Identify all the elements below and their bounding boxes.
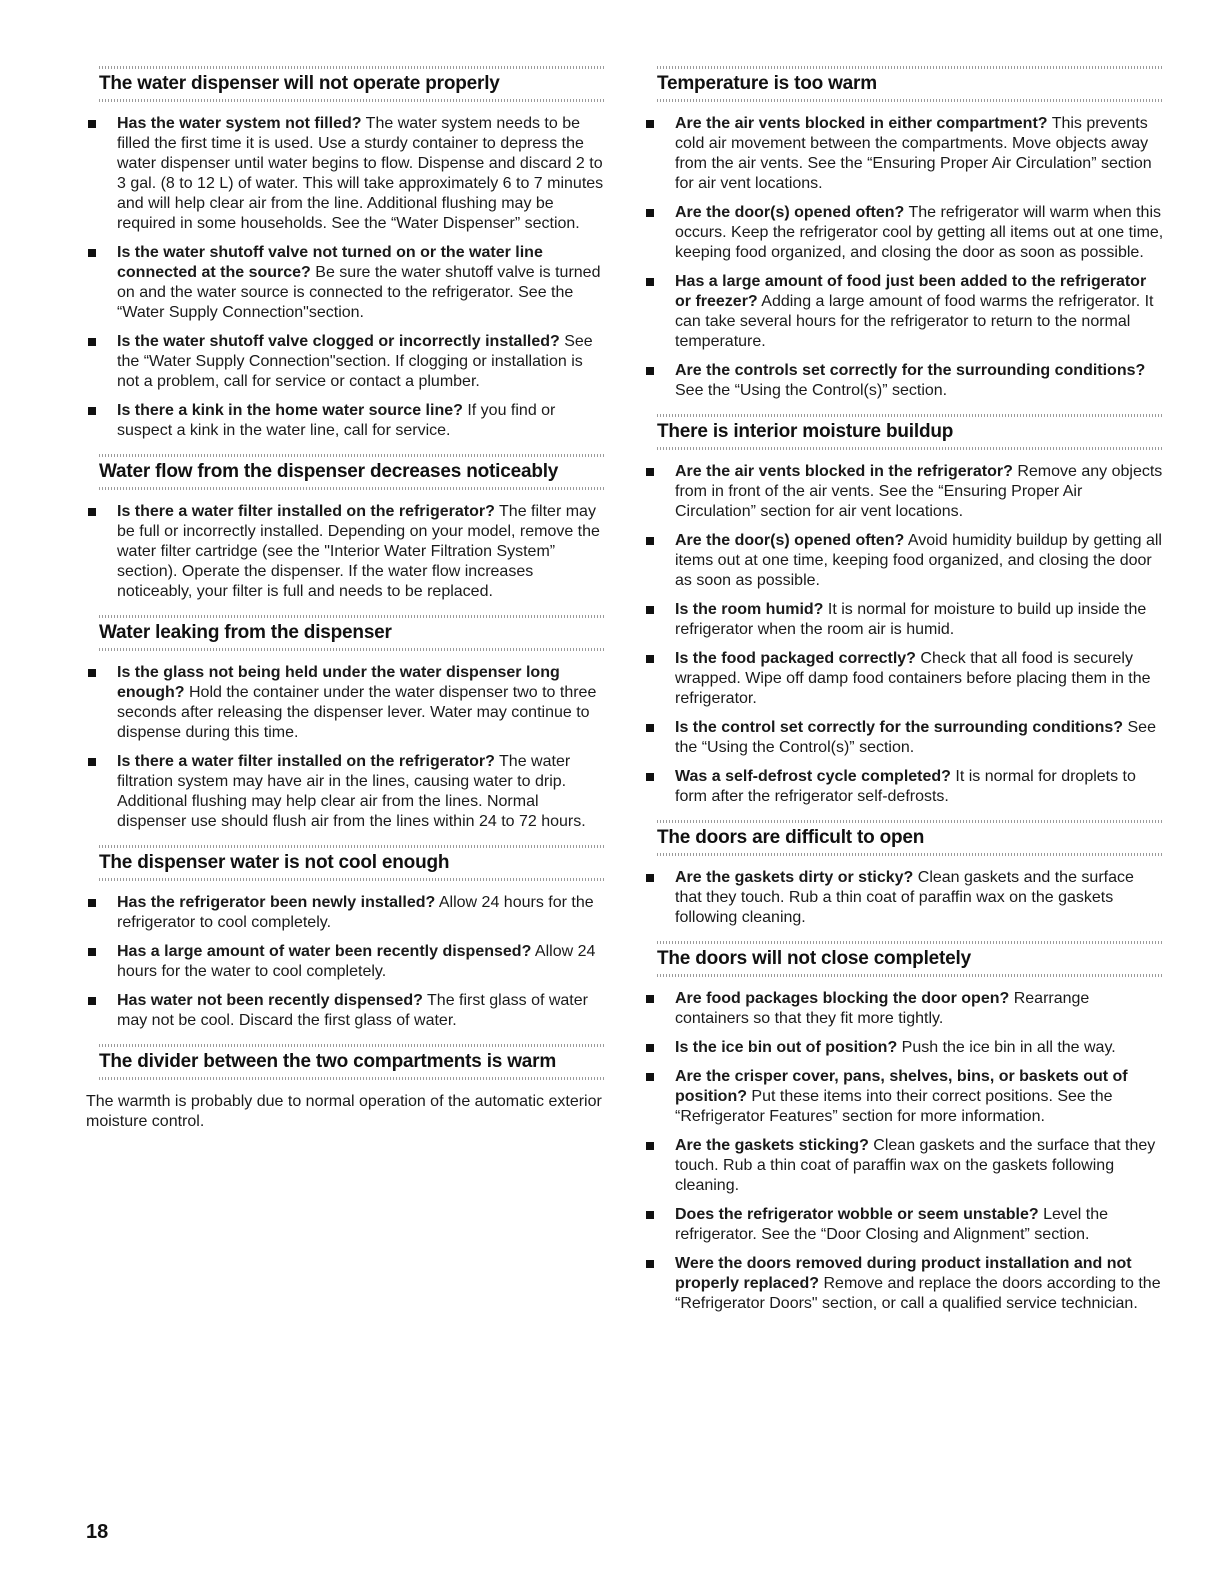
bullet-square-icon xyxy=(646,995,654,1003)
question-list xyxy=(86,663,606,832)
question-text: Is there a water filter installed on the refrigerator? xyxy=(117,753,495,770)
bullet-square-icon xyxy=(646,874,654,882)
section-header xyxy=(644,820,1164,856)
bullet-square-icon xyxy=(646,278,654,286)
answer-text: Hold the container under the water dispenser two to three seconds after releasing the dispenser lever. Water may continue to dispense during this time. xyxy=(117,684,597,741)
question-item xyxy=(644,649,1164,709)
question-list xyxy=(644,114,1164,401)
answer-text: The water filtration system may have air in the lines, causing water to drip. Additional flushing may help clear air from the lines. Normal dispenser use should flush air from the lines within 24 to 72 hours. xyxy=(117,753,586,830)
section-rule xyxy=(657,941,1164,944)
answer-text: This prevents cold air movement between the compartments. Move objects away from the air vents. See the “Ensuring Proper Air Circulation” section for air vent locations. xyxy=(675,115,1152,192)
page-number: 18 xyxy=(86,1521,109,1543)
bullet-square-icon xyxy=(646,367,654,375)
section-title: The water dispenser will not operate properly xyxy=(99,73,500,94)
bullet-square-icon xyxy=(88,758,96,766)
question-list xyxy=(644,462,1164,807)
section-rule xyxy=(657,66,1164,69)
bullet-square-icon xyxy=(646,1044,654,1052)
answer-text: The first glass of water may not be cool. Discard the first glass of water. xyxy=(117,992,588,1029)
question-item xyxy=(86,401,606,441)
answer-text: Avoid humidity buildup by getting all items out at one time, keeping food organized, and closing the door as soon as possible. xyxy=(675,532,1162,589)
question-text: Has a large amount of food just been added to the refrigerator or freezer? xyxy=(675,273,1147,310)
answer-text: Clean gaskets and the surface that they touch. Rub a thin coat of paraffin wax on the gaskets following cleaning. xyxy=(675,1137,1156,1194)
question-item xyxy=(644,272,1164,352)
section-header xyxy=(86,1044,606,1080)
section-title: The dispenser water is not cool enough xyxy=(99,852,450,873)
troubleshooting-section xyxy=(86,615,606,832)
section-rule xyxy=(99,878,606,881)
bullet-square-icon xyxy=(646,1142,654,1150)
section-rule xyxy=(657,853,1164,856)
answer-text: Push the ice bin in all the way. xyxy=(897,1039,1116,1056)
bullet-square-icon xyxy=(646,1211,654,1219)
answer-text: Be sure the water shutoff valve is turned on and the water source is connected to the refrigerator. See the “Water Supply Connection"section. xyxy=(117,264,601,321)
right-column xyxy=(644,66,1164,1327)
divider-warm-section xyxy=(86,1044,606,1132)
bullet-square-icon xyxy=(88,997,96,1005)
bullet-square-icon xyxy=(646,773,654,781)
question-item xyxy=(644,868,1164,928)
question-text: Are the gaskets dirty or sticky? xyxy=(675,869,914,886)
question-text: Was a self-defrost cycle completed? xyxy=(675,768,951,785)
question-text: Are food packages blocking the door open? xyxy=(675,990,1010,1007)
question-text: Are the air vents blocked in either compartment? xyxy=(675,115,1048,132)
question-item xyxy=(86,991,606,1031)
question-item xyxy=(644,361,1164,401)
section-rule xyxy=(657,99,1164,102)
question-item xyxy=(86,893,606,933)
section-header xyxy=(644,941,1164,977)
question-text: Has the water system not filled? xyxy=(117,115,362,132)
question-text: Is the glass not being held under the water dispenser long enough? xyxy=(117,664,560,701)
answer-text: Put these items into their correct positions. See the “Refrigerator Features” section for more information. xyxy=(675,1088,1113,1125)
question-text: Has a large amount of water been recently dispensed? xyxy=(117,943,532,960)
answer-text: If you find or suspect a kink in the water line, call for service. xyxy=(117,402,556,439)
answer-text: The filter may be full or incorrectly installed. Depending on your model, remove the water filter cartridge (see the "Interior Water Filtration System” section). Operate the dispenser. If the water flow increases noticeably, your filter is full and needs to be replaced. xyxy=(117,503,600,600)
troubleshooting-section xyxy=(644,66,1164,401)
section-title: The doors are difficult to open xyxy=(657,827,925,848)
question-item xyxy=(86,332,606,392)
troubleshooting-section xyxy=(86,454,606,602)
troubleshooting-section xyxy=(86,66,606,441)
question-text: Are the door(s) opened often? xyxy=(675,532,905,549)
section-rule xyxy=(99,1044,606,1047)
question-list xyxy=(644,868,1164,928)
section-title: Water flow from the dispenser decreases noticeably xyxy=(99,461,559,482)
bullet-square-icon xyxy=(646,537,654,545)
question-text: Is the food packaged correctly? xyxy=(675,650,916,667)
answer-text: Rearrange containers so that they fit more tightly. xyxy=(675,990,1090,1027)
question-list xyxy=(644,989,1164,1314)
question-item xyxy=(86,243,606,323)
answer-text: The refrigerator will warm when this occurs. Keep the refrigerator cool by getting all items out at one time, keeping food organized, and closing the door as soon as possible. xyxy=(675,204,1164,261)
question-item xyxy=(644,600,1164,640)
question-text: Is there a water filter installed on the refrigerator? xyxy=(117,503,495,520)
question-item xyxy=(644,1067,1164,1127)
question-text: Has water not been recently dispensed? xyxy=(117,992,423,1009)
question-text: Are the gaskets sticking? xyxy=(675,1137,869,1154)
question-item xyxy=(644,989,1164,1029)
left-column xyxy=(86,66,606,1145)
question-text: Is the room humid? xyxy=(675,601,824,618)
question-item xyxy=(644,203,1164,263)
bullet-square-icon xyxy=(646,606,654,614)
answer-text: Level the refrigerator. See the “Door Closing and Alignment” section. xyxy=(675,1206,1109,1243)
troubleshooting-section xyxy=(86,845,606,1031)
question-list xyxy=(86,502,606,602)
question-text: Are the controls set correctly for the surrounding conditions? xyxy=(675,362,1146,379)
question-text: Is the ice bin out of position? xyxy=(675,1039,898,1056)
question-item xyxy=(644,718,1164,758)
section-rule xyxy=(99,66,606,69)
question-item xyxy=(86,942,606,982)
answer-text: Remove any objects from in front of the air vents. See the “Ensuring Proper Air Circulation” section for air vent locations. xyxy=(675,463,1163,520)
question-text: Is the control set correctly for the surrounding conditions? xyxy=(675,719,1124,736)
section-rule xyxy=(657,820,1164,823)
question-item xyxy=(644,767,1164,807)
bullet-square-icon xyxy=(646,724,654,732)
answer-text: Allow 24 hours for the refrigerator to cool completely. xyxy=(117,894,594,931)
section-rule xyxy=(99,487,606,490)
troubleshooting-section xyxy=(644,820,1164,928)
bullet-square-icon xyxy=(88,508,96,516)
section-title: The divider between the two compartments is warm xyxy=(99,1051,557,1072)
section-header xyxy=(86,454,606,490)
bullet-square-icon xyxy=(646,120,654,128)
bullet-square-icon xyxy=(646,1260,654,1268)
answer-text: It is normal for moisture to build up inside the refrigerator when the room air is humid. xyxy=(675,601,1147,638)
bullet-square-icon xyxy=(88,669,96,677)
answer-text: Check that all food is securely wrapped. Wipe off damp food containers before placing them in the refrigerator. xyxy=(675,650,1151,707)
question-item xyxy=(644,1254,1164,1314)
bullet-square-icon xyxy=(88,120,96,128)
bullet-square-icon xyxy=(88,338,96,346)
bullet-square-icon xyxy=(646,1073,654,1081)
question-text: Are the crisper cover, pans, shelves, bins, or baskets out of position? xyxy=(675,1068,1128,1105)
question-text: Is the water shutoff valve clogged or incorrectly installed? xyxy=(117,333,560,350)
question-text: Is there a kink in the home water source line? xyxy=(117,402,463,419)
question-list xyxy=(86,114,606,441)
answer-text: The water system needs to be filled the first time it is used. Use a sturdy container to depress the water dispenser until water begins to flow. Dispense and discard 2 to 3 gal. (8 to 12 L) of water. This will take approximately 6 to 7 minutes and will help clear air from the line. Additional flushing may be required in some households. See the “Water Dispenser” section. xyxy=(117,115,604,232)
question-item xyxy=(644,1205,1164,1245)
section-rule xyxy=(99,99,606,102)
section-title: There is interior moisture buildup xyxy=(657,421,954,442)
section-rule xyxy=(99,845,606,848)
question-item xyxy=(86,663,606,743)
section-rule xyxy=(99,454,606,457)
section-title: Water leaking from the dispenser xyxy=(99,622,392,643)
bullet-square-icon xyxy=(88,899,96,907)
answer-text: It is normal for droplets to form after the refrigerator self-defrosts. xyxy=(675,768,1136,805)
question-text: Has the refrigerator been newly installed? xyxy=(117,894,436,911)
section-header xyxy=(86,615,606,651)
section-header xyxy=(644,66,1164,102)
bullet-square-icon xyxy=(646,209,654,217)
bullet-square-icon xyxy=(646,468,654,476)
divider-warm-text: The warmth is probably due to normal operation of the automatic exterior moisture control. xyxy=(86,1093,602,1130)
question-item xyxy=(644,462,1164,522)
section-rule xyxy=(657,974,1164,977)
answer-text: See the “Water Supply Connection"section. If clogging or installation is not a problem, call for service or contact a plumber. xyxy=(117,333,593,390)
question-item xyxy=(86,752,606,832)
question-text: Does the refrigerator wobble or seem unstable? xyxy=(675,1206,1039,1223)
answer-text: Clean gaskets and the surface that they touch. Rub a thin coat of paraffin wax on the gaskets following cleaning. xyxy=(675,869,1134,926)
section-rule xyxy=(657,447,1164,450)
question-text: Are the air vents blocked in the refrigerator? xyxy=(675,463,1013,480)
question-item xyxy=(644,114,1164,194)
question-item xyxy=(644,531,1164,591)
section-header xyxy=(644,414,1164,450)
question-item xyxy=(644,1136,1164,1196)
question-item xyxy=(86,502,606,602)
question-item xyxy=(644,1038,1164,1058)
answer-text: Adding a large amount of food warms the refrigerator. It can take several hours for the refrigerator to return to the normal temperature. xyxy=(675,293,1154,350)
answer-text: See the “Using the Control(s)” section. xyxy=(675,382,948,399)
bullet-square-icon xyxy=(88,249,96,257)
troubleshooting-section xyxy=(644,941,1164,1314)
answer-text: Allow 24 hours for the water to cool completely. xyxy=(117,943,596,980)
section-rule xyxy=(99,648,606,651)
bullet-square-icon xyxy=(88,948,96,956)
question-text: Are the door(s) opened often? xyxy=(675,204,905,221)
bullet-square-icon xyxy=(88,407,96,415)
section-title: The doors will not close completely xyxy=(657,948,971,969)
section-header xyxy=(86,66,606,102)
question-text: Were the doors removed during product installation and not properly replaced? xyxy=(675,1255,1132,1292)
answer-text: Remove and replace the doors according to the “Refrigerator Doors" section, or call a qualified service technician. xyxy=(675,1275,1161,1312)
troubleshooting-section xyxy=(644,414,1164,807)
section-header xyxy=(86,845,606,881)
question-list xyxy=(86,893,606,1031)
answer-text: See the “Using the Control(s)” section. xyxy=(675,719,1156,756)
bullet-square-icon xyxy=(646,655,654,663)
section-rule xyxy=(99,615,606,618)
section-rule xyxy=(99,1077,606,1080)
question-text: Is the water shutoff valve not turned on or the water line connected at the source? xyxy=(117,244,543,281)
section-title: Temperature is too warm xyxy=(657,73,877,94)
question-item xyxy=(86,114,606,234)
section-rule xyxy=(657,414,1164,417)
